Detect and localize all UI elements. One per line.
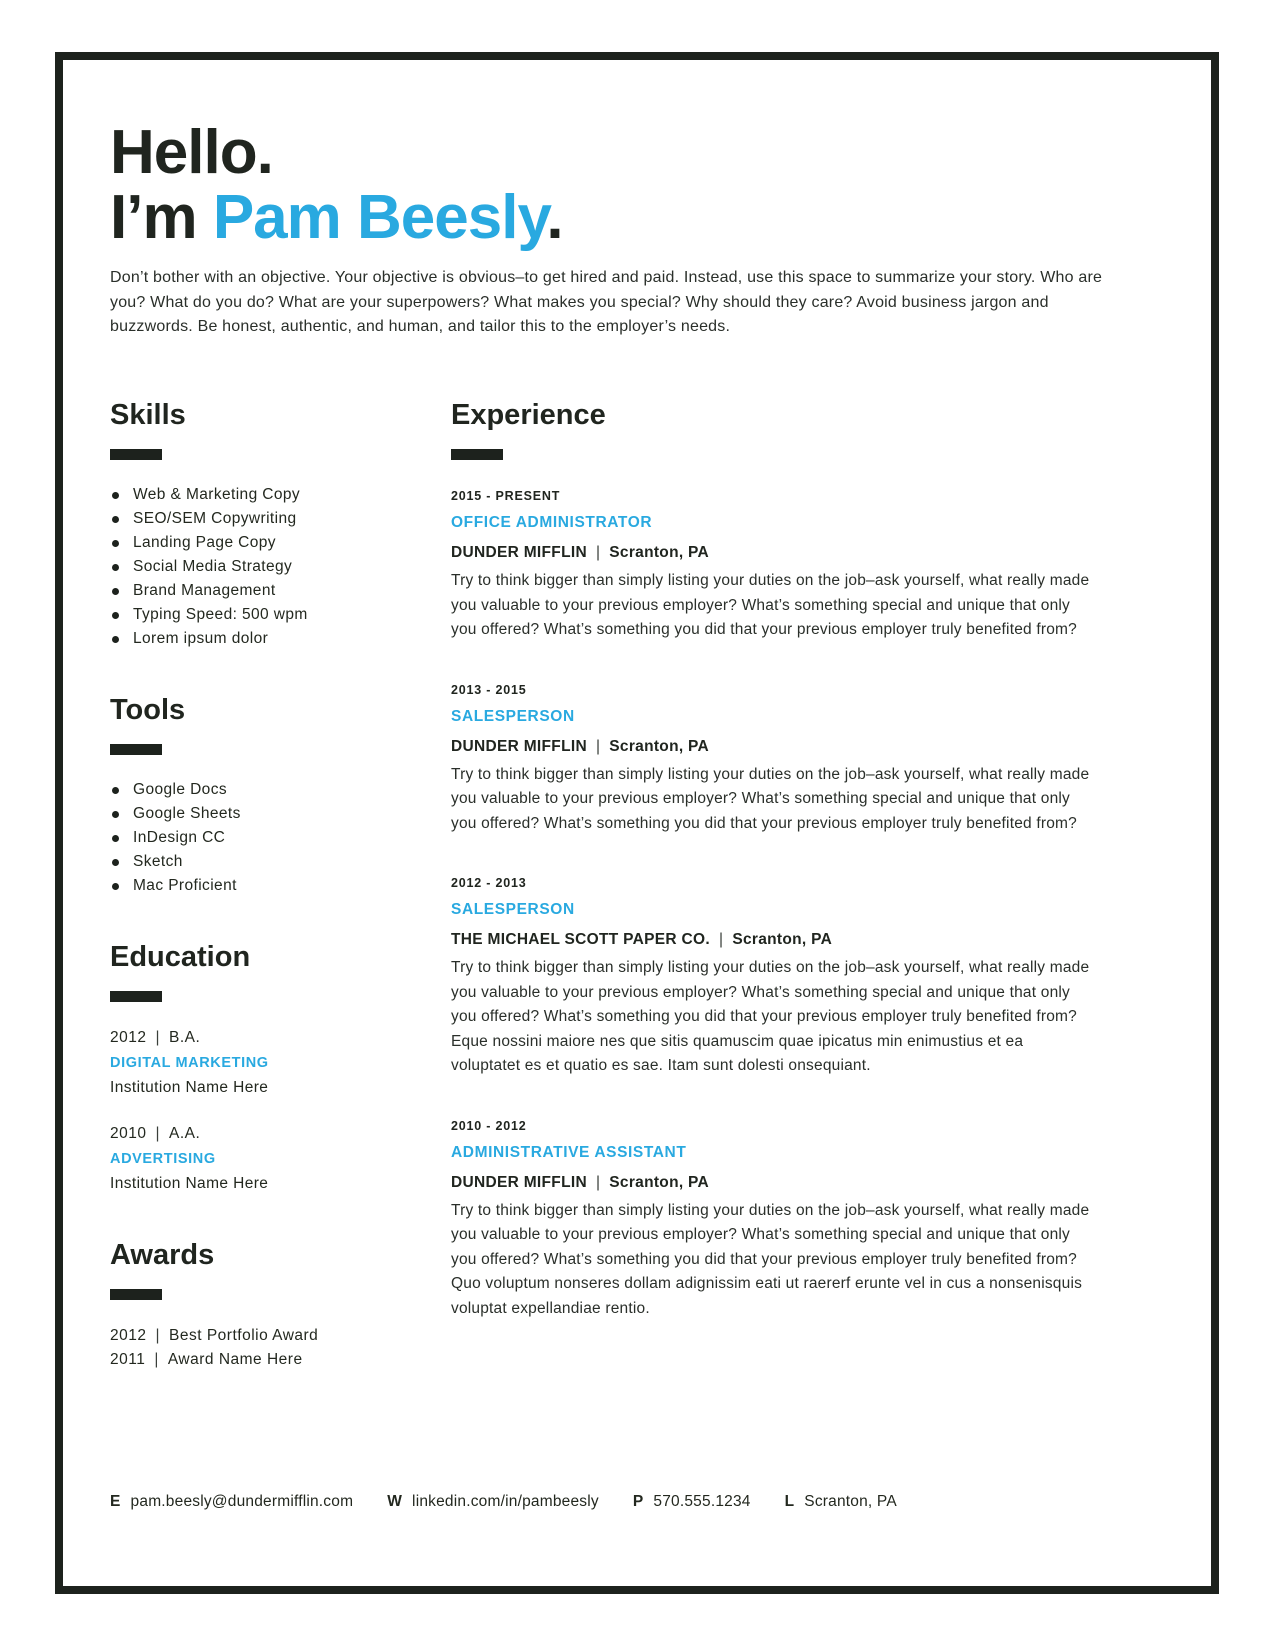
tool-item: Mac Proficient [110,874,430,898]
job-description: Try to think bigger than simply listing your duties on the job–ask yourself, what really made you valuable to your previous employer? What’s something special and unique that only you offered? What’s something you did that your previous employer truly benefited from? Eque nossini maiore nes que sitis quamuscim quae ipicatus min enimustius et ea voluptatet es et quatio es sae. Itam sunt dolesti onsequiant. [451,959,1090,1074]
education-year-line [110,1122,430,1146]
contact-location-value: Scranton, PA [804,1493,897,1510]
award-year: 2012 [110,1327,147,1344]
contact-email-label: E [110,1493,121,1510]
job-entry [451,682,1099,837]
education-year: 2010 [110,1125,147,1142]
headline-period: . [546,183,563,252]
education-field: ADVERTISING [110,1151,216,1167]
contact-phone [633,1493,751,1511]
job-dates: 2015 - PRESENT [451,489,561,503]
job-company-line [451,542,1099,564]
header [110,120,1120,250]
contact-web [387,1493,599,1511]
education-section [110,940,430,1196]
skills-list [110,483,430,651]
summary-paragraph: Don’t bother with an objective. Your objective is obvious–to get hired and paid. Instead, use this space to summarize your story. Who are you? What do you do? What are your superpowers? What makes you special? Why should they care? Avoid business jargon and buzzwords. Be honest, authentic, and human, and tailor this to the employer’s needs. [110,269,1103,335]
tools-heading: Tools [110,694,186,726]
job-company: THE MICHAEL SCOTT PAPER CO. [451,931,710,948]
contact-footer [110,1493,1120,1511]
job-description: Try to think bigger than simply listing your duties on the job–ask yourself, what really made you valuable to your previous employer? What’s something special and unique that only you offered? What’s something you did that your previous employer truly benefited from? [451,765,1090,832]
award-name: Award Name Here [167,1351,303,1368]
job-company-line [451,736,1099,758]
pipe-separator: | [155,1125,161,1142]
job-dates: 2010 - 2012 [451,1118,527,1133]
skills-heading: Skills [110,399,186,431]
job-company: DUNDER MIFFLIN [451,544,587,561]
job-description: Try to think bigger than simply listing your duties on the job–ask yourself, what really made you valuable to your previous employer? What’s something special and unique that only you offered? What’s something you did that your previous employer truly benefited from? [451,572,1090,638]
awards-heading: Awards [110,1239,215,1271]
contact-email [110,1493,353,1511]
skill-item: Lorem ipsum dolor [110,627,430,651]
tools-section [110,693,430,898]
education-entry [110,1122,430,1196]
job-dates: 2013 - 2015 [451,682,527,697]
headline [110,120,1120,250]
job-company: DUNDER MIFFLIN [451,737,587,755]
headline-line1: Hello. [110,118,273,187]
awards-section [110,1238,430,1372]
contact-phone-value: 570.555.1234 [653,1493,751,1510]
contact-web-value: linkedin.com/in/pambeesly [412,1493,599,1510]
contact-email-value: pam.beesly@dundermifflin.com [130,1493,354,1510]
person-name: Pam Beesly [212,183,547,252]
contact-phone-label: P [632,1493,644,1510]
job-dates: 2012 - 2013 [451,876,527,890]
education-institution: Institution Name Here [110,1175,269,1192]
award-name: Best Portfolio Award [169,1327,319,1344]
job-location: Scranton, PA [609,544,710,561]
job-role: SALESPERSON [451,901,575,918]
skills-section [110,398,430,651]
contact-web-label: W [387,1493,403,1510]
education-institution: Institution Name Here [110,1079,269,1096]
tool-item: Sketch [110,850,430,874]
experience-heading-bar [451,449,503,460]
contact-location [785,1493,897,1511]
education-heading-bar [110,991,162,1002]
experience-heading: Experience [451,399,606,431]
skill-item: Web & Marketing Copy [110,483,430,507]
headline-prefix: I’m [110,183,213,252]
skill-item: Typing Speed: 500 wpm [110,603,430,627]
job-role: OFFICE ADMINISTRATOR [451,514,653,531]
award-entry [110,1324,430,1348]
left-column [110,398,430,1372]
job-role: SALESPERSON [451,707,575,725]
education-degree: A.A. [169,1125,201,1142]
education-year: 2012 [110,1029,147,1046]
education-heading: Education [110,941,251,973]
education-year-line [110,1026,430,1050]
pipe-separator: | [718,931,724,948]
skill-item: Brand Management [110,579,430,603]
job-location: Scranton, PA [609,1173,710,1191]
award-year: 2011 [110,1351,146,1368]
awards-heading-bar [110,1289,162,1300]
skill-item: Landing Page Copy [110,531,430,555]
awards-list [110,1324,430,1372]
tools-list [110,778,430,898]
job-entry [451,488,1099,643]
headline-line2 [110,185,1120,250]
job-entry [451,875,1099,1079]
skill-item: SEO/SEM Copywriting [110,507,430,531]
jobs-list [451,488,1099,1321]
job-role: ADMINISTRATIVE ASSISTANT [451,1143,687,1161]
award-entry [110,1348,430,1372]
tools-heading-bar [110,744,162,755]
job-location: Scranton, PA [609,737,710,755]
tool-item: Google Sheets [110,802,430,826]
job-company-line [451,1172,1099,1194]
pipe-separator: | [155,1029,161,1046]
pipe-separator: | [154,1351,159,1368]
education-entry [110,1026,430,1100]
skill-item: Social Media Strategy [110,555,430,579]
tool-item: Google Docs [110,778,430,802]
job-description: Try to think bigger than simply listing your duties on the job–ask yourself, what really made you valuable to your previous employer? What’s something special and unique that only you offered? What’s something you did that your previous employer truly benefited from? Quo voluptum nonseres dollam adignissim eati ut raererf erunte vel in cus a nonsenisquis voluptat expellandiae rentio. [451,1201,1090,1317]
job-company: DUNDER MIFFLIN [451,1173,587,1191]
education-field: DIGITAL MARKETING [110,1055,269,1071]
skills-heading-bar [110,449,162,460]
education-degree: B.A. [169,1029,201,1046]
pipe-separator: | [595,737,601,755]
experience-column [451,398,1099,1321]
pipe-separator: | [595,544,601,561]
job-company-line [451,929,1099,951]
pipe-separator: | [155,1327,161,1344]
job-entry [451,1118,1099,1322]
tool-item: InDesign CC [110,826,430,850]
job-location: Scranton, PA [732,931,833,948]
contact-location-label: L [784,1493,795,1510]
pipe-separator: | [595,1173,601,1191]
